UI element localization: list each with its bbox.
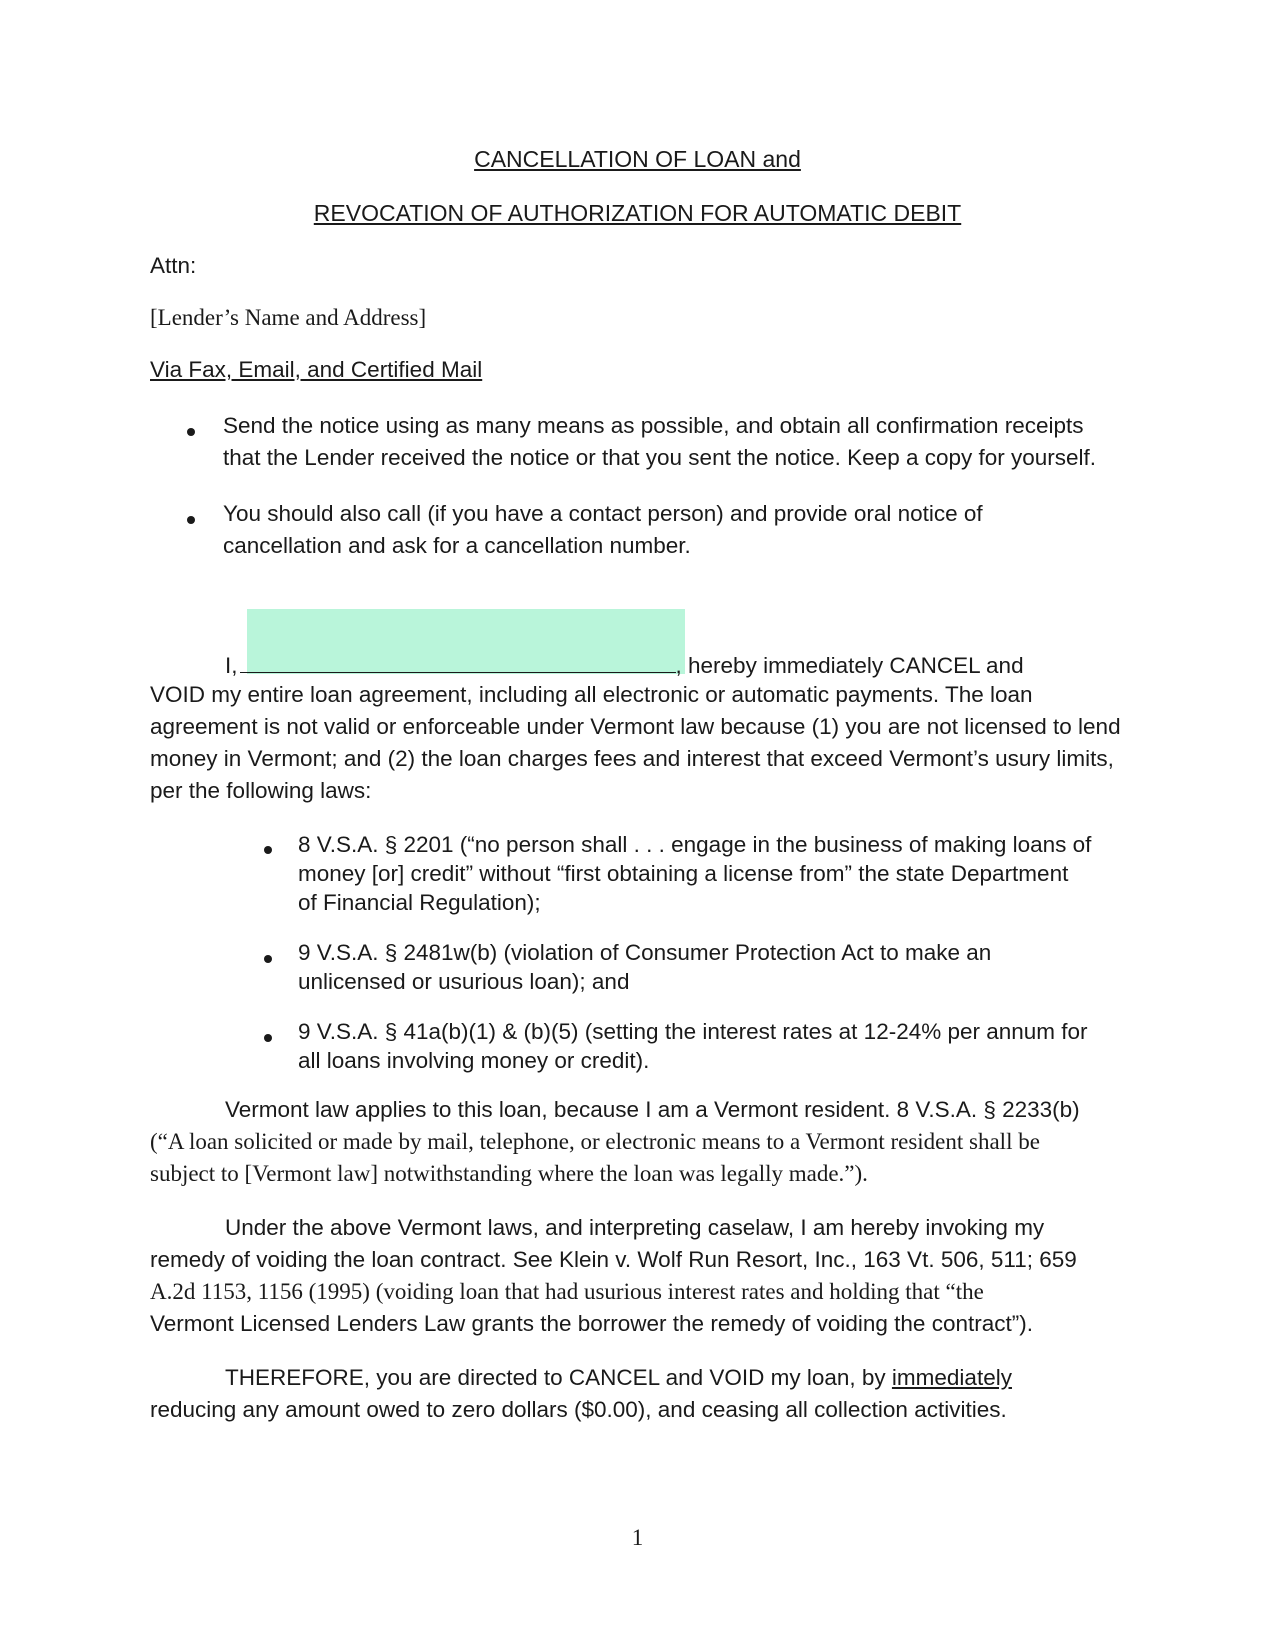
- attn-label: Attn:: [150, 253, 197, 278]
- instruction-1-line-1: Send the notice using as many means as possible, and obtain all confirmation receipts: [223, 413, 1084, 438]
- delivery-method: Via Fax, Email, and Certified Mail: [150, 357, 483, 382]
- declaration-line-4: money in Vermont; and (2) the loan charges fees and interest that exceed Vermont’s usury limits,: [150, 746, 1114, 771]
- law-2-line-2: unlicensed or usurious loan); and: [298, 969, 630, 994]
- bullet-icon: [264, 955, 272, 963]
- therefore-line-2: reducing any amount owed to zero dollars ($0.00), and ceasing all collection activities.: [150, 1397, 1007, 1422]
- law-1-line-3: of Financial Regulation);: [298, 890, 541, 915]
- declaration-line-3: agreement is not valid or enforceable under Vermont law because (1) you are not licensed to lend: [150, 714, 1121, 739]
- instruction-2-line-1: You should also call (if you have a contact person) and provide oral notice of: [223, 501, 983, 526]
- bullet-icon: [187, 516, 195, 524]
- remedy-line-3: A.2d 1153, 1156 (1995) (voiding loan that had usurious interest rates and holding that “the: [150, 1279, 984, 1304]
- residence-line-3: subject to [Vermont law] notwithstanding where the loan was legally made.”).: [150, 1161, 868, 1186]
- therefore-line-1: [225, 1365, 1012, 1391]
- law-1-line-2: money [or] credit” without “first obtaining a license from” the state Department: [298, 861, 1069, 886]
- residence-line-2: (“A loan solicited or made by mail, telephone, or electronic means to a Vermont resident shall be: [150, 1129, 1040, 1154]
- page-number: 1: [631, 1525, 644, 1550]
- law-3-line-2: all loans involving money or credit).: [298, 1048, 650, 1073]
- title-line-2: REVOCATION OF AUTHORIZATION FOR AUTOMATIC DEBIT: [313, 200, 962, 226]
- remedy-line-1: Under the above Vermont laws, and interpreting caselaw, I am hereby invoking my: [225, 1215, 1045, 1240]
- residence-line-1: Vermont law applies to this loan, because I am a Vermont resident. 8 V.S.A. § 2233(b): [225, 1097, 1080, 1122]
- lender-placeholder: [Lender’s Name and Address]: [150, 305, 427, 330]
- declaration-line-1: [225, 650, 1024, 679]
- remedy-line-4: Vermont Licensed Lenders Law grants the borrower the remedy of voiding the contract”).: [150, 1311, 1033, 1336]
- declaration-cancel-text: , hereby immediately CANCEL and: [675, 653, 1024, 678]
- name-blank-line[interactable]: [240, 650, 676, 673]
- remedy-line-2: remedy of voiding the loan contract. See Klein v. Wolf Run Resort, Inc., 163 Vt. 506, 511; 659: [150, 1247, 1077, 1272]
- law-1-line-1: 8 V.S.A. § 2201 (“no person shall . . . engage in the business of making loans of: [298, 832, 1092, 857]
- title-line-1: CANCELLATION OF LOAN and: [474, 146, 801, 172]
- therefore-emphasis: immediately: [891, 1365, 1012, 1390]
- therefore-text: THEREFORE, you are directed to CANCEL and VOID my loan, by: [225, 1365, 892, 1390]
- declaration-line-2: VOID my entire loan agreement, including all electronic or automatic payments. The loan: [150, 682, 1033, 707]
- instruction-1-line-2: that the Lender received the notice or that you sent the notice. Keep a copy for yourself.: [223, 445, 1097, 470]
- instruction-2-line-2: cancellation and ask for a cancellation number.: [223, 533, 691, 558]
- declaration-i: I,: [225, 653, 238, 678]
- bullet-icon: [187, 428, 195, 436]
- declaration-line-5: per the following laws:: [150, 778, 372, 803]
- law-2-line-1: 9 V.S.A. § 2481w(b) (violation of Consumer Protection Act to make an: [298, 940, 992, 965]
- bullet-icon: [264, 1034, 272, 1042]
- law-3-line-1: 9 V.S.A. § 41a(b)(1) & (b)(5) (setting the interest rates at 12-24% per annum for: [298, 1019, 1088, 1044]
- bullet-icon: [264, 846, 272, 854]
